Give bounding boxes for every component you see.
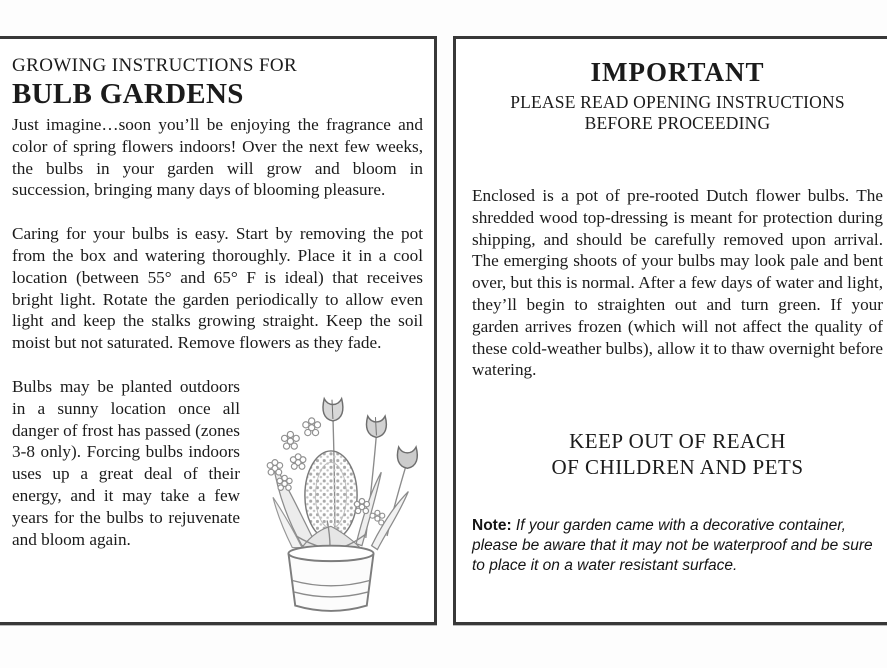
note-label: Note: <box>472 517 512 535</box>
left-panel-growing-instructions <box>0 36 437 625</box>
warning-line-2: OF CHILDREN AND PETS <box>551 455 804 480</box>
flower-pot-illustration <box>233 391 429 623</box>
subheading-read-instructions <box>472 92 883 134</box>
subheading-line-2: BEFORE PROCEEDING <box>584 113 771 133</box>
paragraph-intro: Just imagine…soon you’ll be enjoying the fragrance and color of spring flowers indoors! Over the next few weeks, the bulbs in your garden will grow and bloom in succession, bringing many days of blooming pleasure. <box>12 115 423 200</box>
paragraph-enclosed-bulbs: Enclosed is a pot of pre-rooted Dutch flower bulbs. The shredded wood top-dressing is meant for protection during shipping, and should be carefully removed upon arrival. The emerging shoots of your bulbs may look pale and bent over, but this is normal. After a few days of water and light, they’ll begin to straighten out and turn green. If your garden arrives frozen (which will not affect the quality of these cold-weather bulbs), allow it to thaw overnight before watering. <box>472 186 883 380</box>
heading-important: IMPORTANT <box>590 57 765 87</box>
paragraph-care: Caring for your bulbs is easy. Start by removing the pot from the box and watering thoroughly. Place it in a cool location (between 55° and 65° F is ideal) that receives bright light. Rotate the garden periodically to allow even light and keep the stalks growing straight. Keep the soil moist but not saturated. Remove flowers as they fade. <box>12 224 423 353</box>
paragraph-outdoors: Bulbs may be planted outdoors in a sunny location once all danger of frost has passed (zones 3-8 only). Forcing bulbs indoors uses up a great deal of their energy, and it may take a few years for the bulbs to rejuvenate and bloom again. <box>12 376 240 549</box>
warning-line-1: KEEP OUT OF REACH <box>569 429 786 454</box>
warning-keep-out-of-reach <box>472 428 883 480</box>
note-decorative-container <box>472 516 883 576</box>
title-bulb-gardens: BULB GARDENS <box>12 78 244 110</box>
kicker-growing-instructions: GROWING INSTRUCTIONS FOR <box>12 55 298 76</box>
subheading-line-1: PLEASE READ OPENING INSTRUCTIONS <box>510 92 845 112</box>
right-panel-important-notice <box>453 36 887 625</box>
note-text: If your garden came with a decorative container, please be aware that it may not be waterproof and be sure to place it on a water resistant surface. <box>472 517 873 575</box>
